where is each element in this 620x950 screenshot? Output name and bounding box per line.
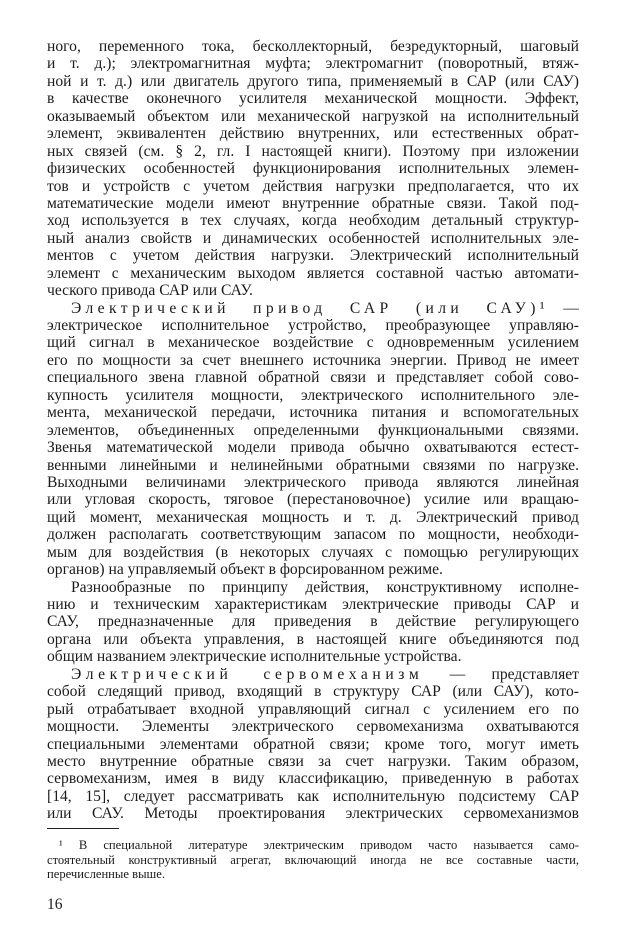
text-line: нию и техническим характеристикам электрические приводы САР и xyxy=(47,596,579,613)
footnotes xyxy=(47,838,579,882)
text-line: физических особенностей функционирования исполнительных элемен- xyxy=(47,160,579,178)
footnote-line: стоятельный конструктивный агрегат, включающий иногда не все составные части, xyxy=(47,852,579,867)
text-line: элементов, объединенных определенными функциональными связями. xyxy=(47,421,579,439)
text-line: венными линейными и нелинейными обратными связями по нагрузке. xyxy=(47,456,579,474)
term-electric-drive: Электрический привод САР (или САУ) xyxy=(71,299,540,317)
footnote-divider xyxy=(47,828,119,829)
text-line: Разнообразные по принципу действия, конструктивному исполне- xyxy=(71,578,579,596)
text-line: органов) на управляемый объект в форсированном режиме. xyxy=(47,561,443,579)
text-line: мым для воздействия (в некоторых случаях с помощью регулирующих xyxy=(47,543,579,561)
text-line: рый отрабатывает входной управляющий сигнал с усилением его по xyxy=(47,700,579,718)
text-line: специальными элементами обратной связи; кроме того, могут иметь xyxy=(47,735,579,753)
text-line: ных связей (см. § 2, гл. I настоящей книги). Поэтому при изложении xyxy=(47,142,579,160)
text-line: Звенья математической модели привода обычно охватываются естест- xyxy=(47,439,579,457)
footnote-line: ¹ В специальной литературе электрическим приводом часто называется само- xyxy=(59,838,579,852)
term-electric-servomechanism: Электрический сервомеханизм xyxy=(71,665,424,683)
term-heading-line xyxy=(47,300,579,317)
text-line: щий момент, механическая мощность и т. д. Электрический привод xyxy=(47,508,579,526)
text-line: оказываемый объектом или механической нагрузкой на исполнительный xyxy=(47,107,579,125)
text-line: сервомеханизм, имея в виду классификацию, приведенную в работах xyxy=(47,770,579,788)
text-line: Выходными величинами электрического привода являются линейная xyxy=(47,473,579,491)
text-line: должен располагать соответствующим запасом по мощности, необходи- xyxy=(47,526,579,544)
text-line: ческого привода САР или САУ. xyxy=(47,282,253,300)
text-line: ход используется в тех случаях, когда необходим детальный структур- xyxy=(47,212,579,230)
text-line: щий сигнал в механическое воздействие с одновременным усилением xyxy=(47,334,579,352)
text-line: ной и т. д.) или двигатель другого типа, применяемый в САР (или САУ) xyxy=(47,72,579,90)
text-line: органа или объекта управления, в настоящей книге объединяются под xyxy=(47,630,579,648)
footnote-line: перечисленные выше. xyxy=(47,867,165,881)
text-line: собой следящий привод, входящий в структуру САР (или САУ), кото- xyxy=(47,683,579,701)
term-continuation: — представляет xyxy=(423,665,579,683)
text-line: элемент, эквивалентен действию внутренних, или естественных обрат- xyxy=(47,125,579,143)
text-line: [14, 15], следует рассматривать как исполнительную подсистему САР xyxy=(47,787,579,805)
text-line: математические модели имеют внутренние обратные связи. Такой под- xyxy=(47,194,579,212)
text-line: и т. д.); электромагнитная муфта; электромагнит (поворотный, втяж- xyxy=(47,55,579,73)
text-line: или САУ. Методы проектирования электрических сервомеханизмов xyxy=(47,805,579,823)
text-line: ный анализ свойств и динамических особенностей исполнительных эле- xyxy=(47,229,579,247)
text-line: его по мощности за счет внешнего источника энергии. Привод не имеет xyxy=(47,351,579,369)
footnote-mark-dash: ¹ — xyxy=(539,299,579,317)
page-number: 16 xyxy=(47,896,63,913)
term-heading-line xyxy=(47,666,579,683)
text-line: или угловая скорость, тяговое (перестановочное) усилие или вращаю- xyxy=(47,491,579,509)
body-text xyxy=(47,38,579,823)
text-line: купность усилителя мощности, электрического исполнительного эле- xyxy=(47,386,579,404)
text-line: тов и устройств с учетом действия нагрузки предполагается, что их xyxy=(47,177,579,195)
text-line: элемент с механическим выходом является составной частью автомати- xyxy=(47,264,579,282)
text-line: электрическое исполнительное устройство, преобразующее управляю- xyxy=(47,317,579,334)
text-line: специального звена главной обратной связи и представляет собой сово- xyxy=(47,369,579,387)
text-line: в качестве оконечного усилителя механической мощности. Эффект, xyxy=(47,90,579,108)
text-line: ного, переменного тока, бесколлекторный, безредукторный, шаговый xyxy=(47,38,579,55)
text-line: мента, механической передачи, источника питания и вспомогательных xyxy=(47,404,579,422)
text-line: САУ, предназначенные для приведения в действие регулирующего xyxy=(47,613,579,631)
text-line: ментов с учетом действия нагрузки. Электрический исполнительный xyxy=(47,247,579,265)
text-line: мощности. Элементы электрического сервомеханизма охватываются xyxy=(47,718,579,736)
text-line: общим названием электрические исполнительные устройства. xyxy=(47,648,462,666)
text-line: место внутренние обратные связи за счет нагрузки. Таким образом, xyxy=(47,752,579,770)
